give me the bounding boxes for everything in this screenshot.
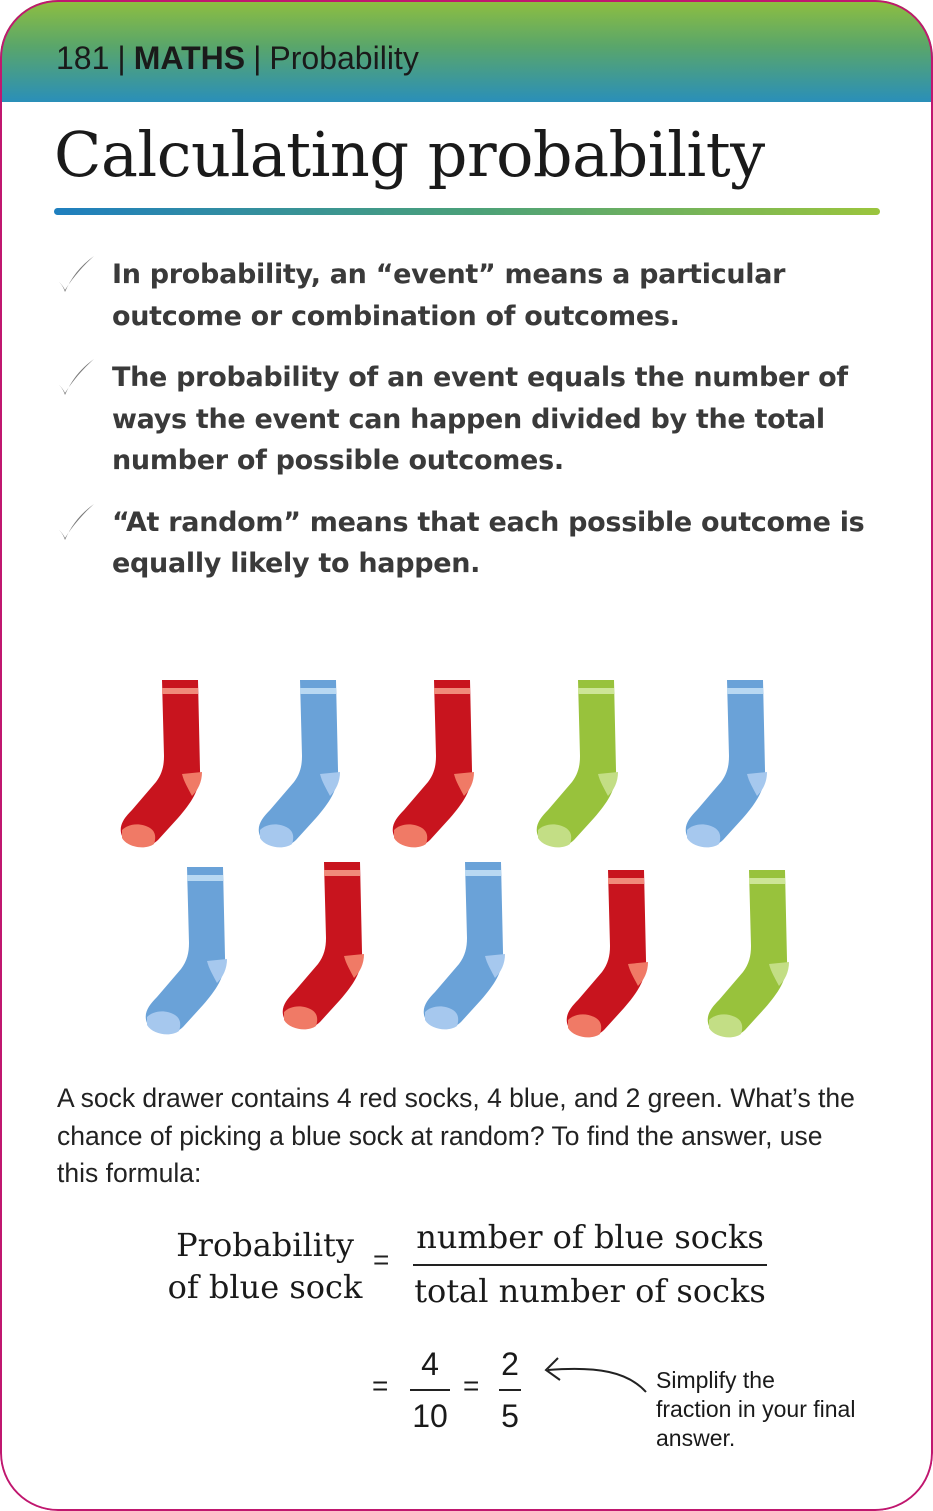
title-underline [54, 208, 880, 215]
curved-arrow-icon [538, 1352, 650, 1398]
fraction1-numerator: 4 [421, 1346, 439, 1382]
equals-sign: = [463, 1370, 480, 1401]
bullet-list [50, 254, 880, 605]
section-name: MATHS [133, 40, 246, 76]
page-title: Calculating probability [54, 118, 765, 191]
formula-lhs-line2: of blue sock [167, 1268, 363, 1306]
separator: | [253, 40, 262, 76]
red-sock-icon [120, 678, 220, 853]
fraction-bar [499, 1389, 521, 1391]
running-head [56, 40, 419, 77]
red-sock-icon [566, 868, 666, 1043]
separator: | [117, 40, 126, 76]
bullet-item [50, 357, 880, 482]
blue-sock-icon [685, 678, 785, 853]
topic-name: Probability [269, 40, 419, 76]
formula-numerator: number of blue socks [416, 1218, 764, 1256]
bullet-item [50, 254, 880, 337]
page-number: 181 [56, 40, 110, 76]
equals-sign: = [373, 1244, 390, 1275]
checkmark-icon [50, 500, 98, 548]
problem-text: A sock drawer contains 4 red socks, 4 blue, and 2 green. What’s the chance of picking a blue sock at random? To find the answer, use this formula: [57, 1083, 855, 1188]
bullet-text: The probability of an event equals the number of ways the event can happen divided by the total number of possible outcomes. [112, 362, 848, 476]
blue-sock-icon [423, 860, 523, 1035]
blue-sock-icon [145, 865, 245, 1040]
fraction2-denominator: 5 [501, 1398, 519, 1434]
green-sock-icon [536, 678, 636, 853]
fraction-bar [413, 1264, 767, 1266]
formula-lhs-line1: Probability [176, 1226, 354, 1264]
fraction-bar [410, 1389, 450, 1391]
bullet-text: “At random” means that each possible outcome is equally likely to happen. [112, 506, 865, 579]
checkmark-icon [50, 355, 98, 403]
red-sock-icon [392, 678, 492, 853]
equals-sign: = [372, 1370, 389, 1401]
fraction2-numerator: 2 [501, 1346, 519, 1382]
bullet-text: In probability, an “event” means a particular outcome or combination of outcomes. [112, 259, 786, 332]
green-sock-icon [707, 868, 807, 1043]
blue-sock-icon [258, 678, 358, 853]
annotation-note: Simplify the fraction in your final answer. [656, 1367, 856, 1451]
checkmark-icon [50, 252, 98, 300]
fraction1-denominator: 10 [412, 1398, 448, 1434]
bullet-item [50, 502, 880, 585]
formula-denominator: total number of socks [414, 1272, 766, 1310]
red-sock-icon [282, 860, 382, 1035]
formula-lhs [150, 1224, 380, 1308]
sock-illustration [100, 660, 820, 1060]
